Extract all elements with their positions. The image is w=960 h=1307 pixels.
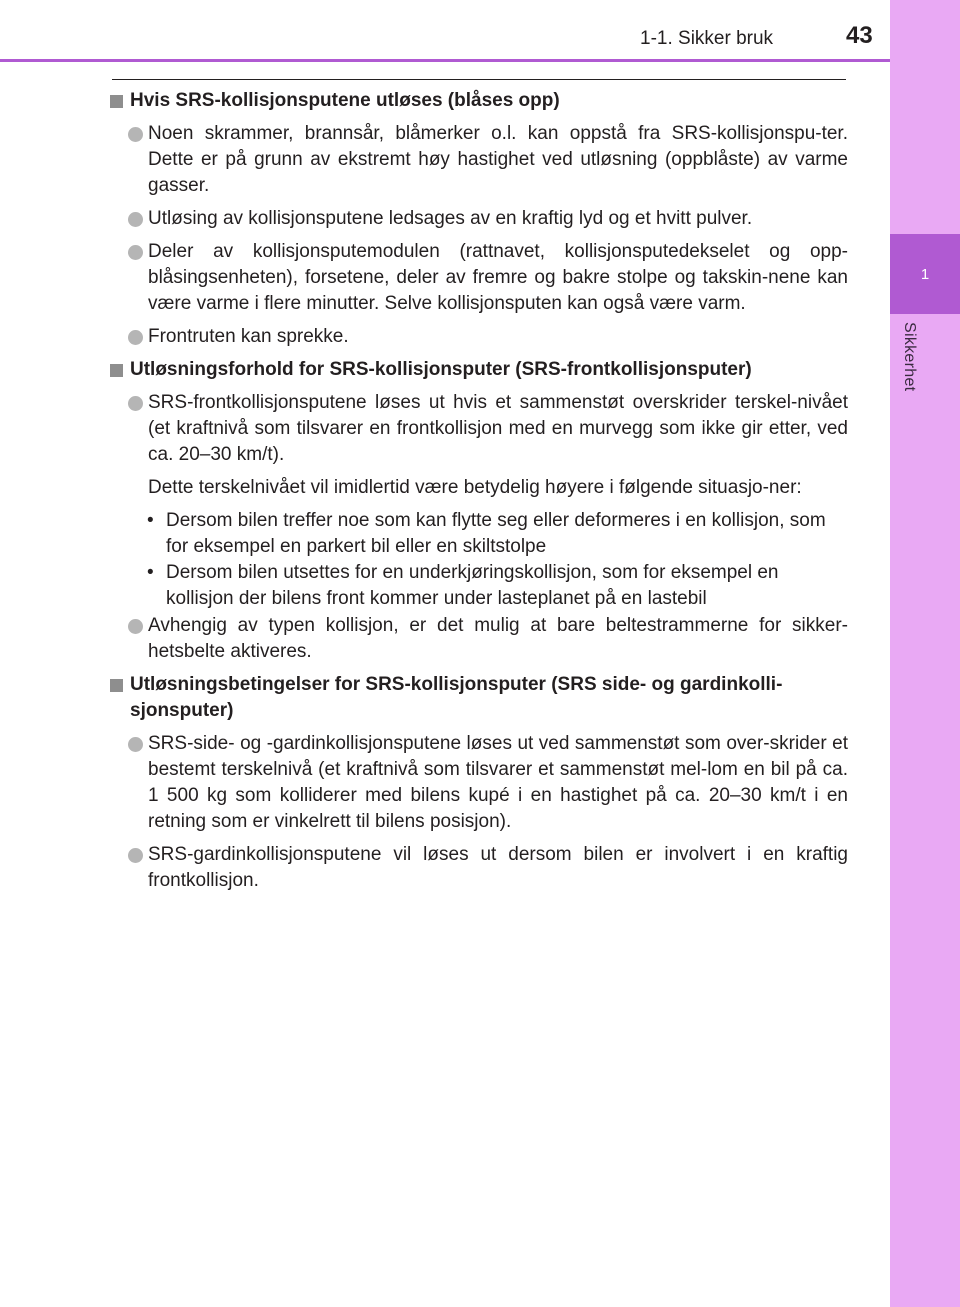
chapter-number: 1	[920, 265, 930, 283]
round-bullet-icon	[128, 245, 143, 260]
content-rule	[112, 79, 846, 80]
round-bullet-icon	[128, 396, 143, 411]
round-bullet-icon	[128, 848, 143, 863]
heading-text: Utløsningsbetingelser for SRS-kollisjonsputer (SRS side- og gardinkolli-sjonsputer)	[130, 674, 783, 721]
page-number: 43	[846, 22, 873, 49]
header-rule	[0, 59, 890, 62]
section-heading-side-curtain-conditions	[110, 672, 848, 724]
square-bullet-icon	[110, 364, 123, 377]
section-title: 1-1. Sikker bruk	[640, 28, 774, 49]
chapter-label: Sikkerhet	[901, 322, 918, 392]
round-bullet-icon	[128, 127, 143, 142]
round-bullet-icon	[128, 330, 143, 345]
list-item: SRS-gardinkollisjonsputene vil løses ut dersom bilen er involvert i en kraftig frontkollisjon.	[110, 842, 848, 894]
dot-bullet-icon: •	[147, 562, 154, 583]
round-bullet-icon	[128, 212, 143, 227]
content-area	[110, 88, 848, 901]
round-bullet-icon	[128, 619, 143, 634]
list-item: SRS-side- og -gardinkollisjonsputene løses ut ved sammenstøt som over-skrider et bestemt terskelnivå (et kraftnivå som tilsvarer et sammenstøt mel-lom en bil på ca. 1 500 kg som kolliderer med bilens kupé i en hastighet på ca. 20–30 km/t i en retning som er vinkelrett til bilens posisjon).	[110, 731, 848, 835]
heading-text: Hvis SRS-kollisjonsputene utløses (blåses opp)	[130, 90, 560, 111]
sub-list-item: • Dersom bilen utsettes for en underkjøringskollisjon, som for eksempel en kollisjon der bilens front kommer under lasteplanet på en lastebil	[147, 562, 779, 609]
section-heading-frontal-conditions	[110, 357, 848, 383]
square-bullet-icon	[110, 679, 123, 692]
dot-bullet-icon: •	[147, 510, 154, 531]
list-item: Deler av kollisjonsputemodulen (rattnavet, kollisjonsputedekselet og opp-blåsingsenheten), forsetene, deler av fremre og bakre stolpe og takskin-nene kan være varme i flere minutter. Selve kollisjonsputen kan også være varm.	[110, 239, 848, 317]
chapter-number-tab[interactable]	[890, 234, 960, 314]
paragraph: Dette terskelnivået vil imidlertid være betydelig høyere i følgende situasjo-ner:	[148, 477, 802, 498]
heading-text: Utløsningsforhold for SRS-kollisjonsputer (SRS-frontkollisjonsputer)	[130, 359, 752, 380]
round-bullet-icon	[128, 737, 143, 752]
list-item: Avhengig av typen kollisjon, er det mulig at bare beltestrammerne for sikker-hetsbelte aktiveres.	[110, 613, 848, 665]
sub-list-item: • Dersom bilen treffer noe som kan flytte seg eller deformeres i en kollisjon, som for eksempel en parkert bil eller en skiltstolpe	[147, 510, 826, 557]
list-item: Frontruten kan sprekke.	[110, 324, 848, 350]
list-item: Noen skrammer, brannsår, blåmerker o.l. kan oppstå fra SRS-kollisjonspu-ter. Dette er på grunn av ekstremt høy hastighet ved utløsning (oppblåste) av varme gasser.	[110, 121, 848, 199]
list-item: SRS-frontkollisjonsputene løses ut hvis et sammenstøt overskrider terskel-nivået (et kraftnivå som tilsvarer en frontkollisjon med en murvegg som ikke gir etter, ved ca. 20–30 km/t).	[110, 390, 848, 468]
list-item: Utløsing av kollisjonsputene ledsages av en kraftig lyd og et hvitt pulver.	[110, 206, 848, 232]
square-bullet-icon	[110, 95, 123, 108]
chapter-sidebar	[890, 0, 960, 1307]
section-heading-deployment	[110, 88, 848, 114]
